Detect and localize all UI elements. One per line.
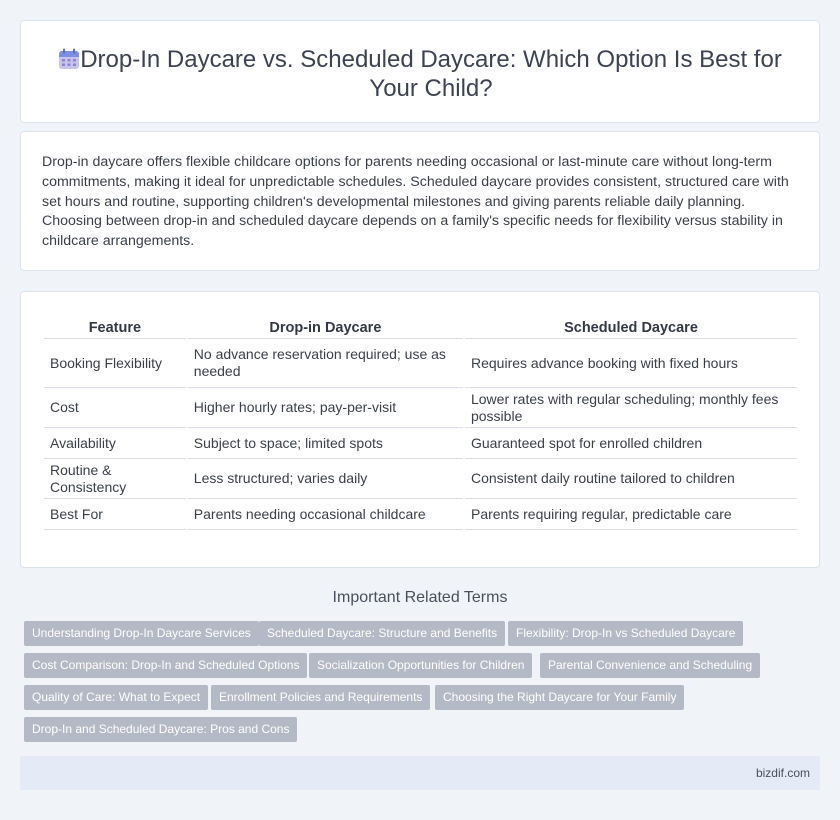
column-header-scheduled: Scheduled Daycare <box>465 316 797 339</box>
related-term-link[interactable]: Enrollment Policies and Requirements <box>211 685 430 710</box>
footer-site-name: bizdif.com <box>755 766 810 780</box>
drop-in-cell: Less structured; varies daily <box>188 459 463 499</box>
feature-cell: Availability <box>44 428 186 459</box>
comparison-card <box>20 291 820 568</box>
related-term-link[interactable]: Understanding Drop-In Daycare Services <box>24 621 259 646</box>
related-terms-heading: Important Related Terms <box>332 589 508 606</box>
intro-paragraph: Drop-in daycare offers flexible childcare options for parents needing occasional or last-minute care without long-term commitments, making it ideal for unpredictable schedules. Scheduled daycare provides consistent, structured care with set hours and routine, supporting children's developmental milestones and giving parents reliable daily planning. Choosing between drop-in and scheduled daycare depends on a family's specific needs for flexibility versus stability in childcare arrangements. <box>42 154 789 250</box>
column-header-feature: Feature <box>44 316 186 339</box>
intro-card <box>20 131 820 271</box>
drop-in-cell: No advance reservation required; use as needed <box>188 339 463 388</box>
table-row <box>44 459 797 499</box>
page-title: Drop-In Daycare vs. Scheduled Daycare: Which Option Is Best for Your Child? <box>80 46 782 102</box>
feature-cell: Best For <box>44 499 186 530</box>
header-card <box>20 20 820 123</box>
feature-cell: Cost <box>44 388 186 428</box>
scheduled-cell: Lower rates with regular scheduling; monthly fees possible <box>465 388 797 428</box>
feature-cell: Booking Flexibility <box>44 339 186 388</box>
related-term-link[interactable]: Drop-In and Scheduled Daycare: Pros and Cons <box>24 717 297 742</box>
related-term-link[interactable]: Socialization Opportunities for Children <box>309 653 532 678</box>
table-row <box>44 428 797 459</box>
related-term-link[interactable]: Parental Convenience and Scheduling <box>540 653 760 678</box>
drop-in-cell: Higher hourly rates; pay-per-visit <box>188 388 463 428</box>
comparison-table <box>42 316 799 530</box>
table-row <box>44 339 797 388</box>
feature-cell: Routine & Consistency <box>44 459 186 499</box>
table-row <box>44 388 797 428</box>
related-term-link[interactable]: Cost Comparison: Drop-In and Scheduled Options <box>24 653 307 678</box>
scheduled-cell: Parents requiring regular, predictable care <box>465 499 797 530</box>
scheduled-cell: Requires advance booking with fixed hours <box>465 339 797 388</box>
drop-in-cell: Parents needing occasional childcare <box>188 499 463 530</box>
table-row <box>44 499 797 530</box>
scheduled-cell: Consistent daily routine tailored to children <box>465 459 797 499</box>
related-term-link[interactable]: Scheduled Daycare: Structure and Benefits <box>259 621 505 646</box>
drop-in-cell: Subject to space; limited spots <box>188 428 463 459</box>
table-header-row <box>44 316 797 339</box>
related-term-link[interactable]: Flexibility: Drop-In vs Scheduled Daycare <box>508 621 743 646</box>
scheduled-cell: Guaranteed spot for enrolled children <box>465 428 797 459</box>
related-term-link[interactable]: Quality of Care: What to Expect <box>24 685 208 710</box>
footer <box>20 756 820 790</box>
column-header-drop-in: Drop-in Daycare <box>188 316 463 339</box>
related-term-link[interactable]: Choosing the Right Daycare for Your Family <box>435 685 684 710</box>
